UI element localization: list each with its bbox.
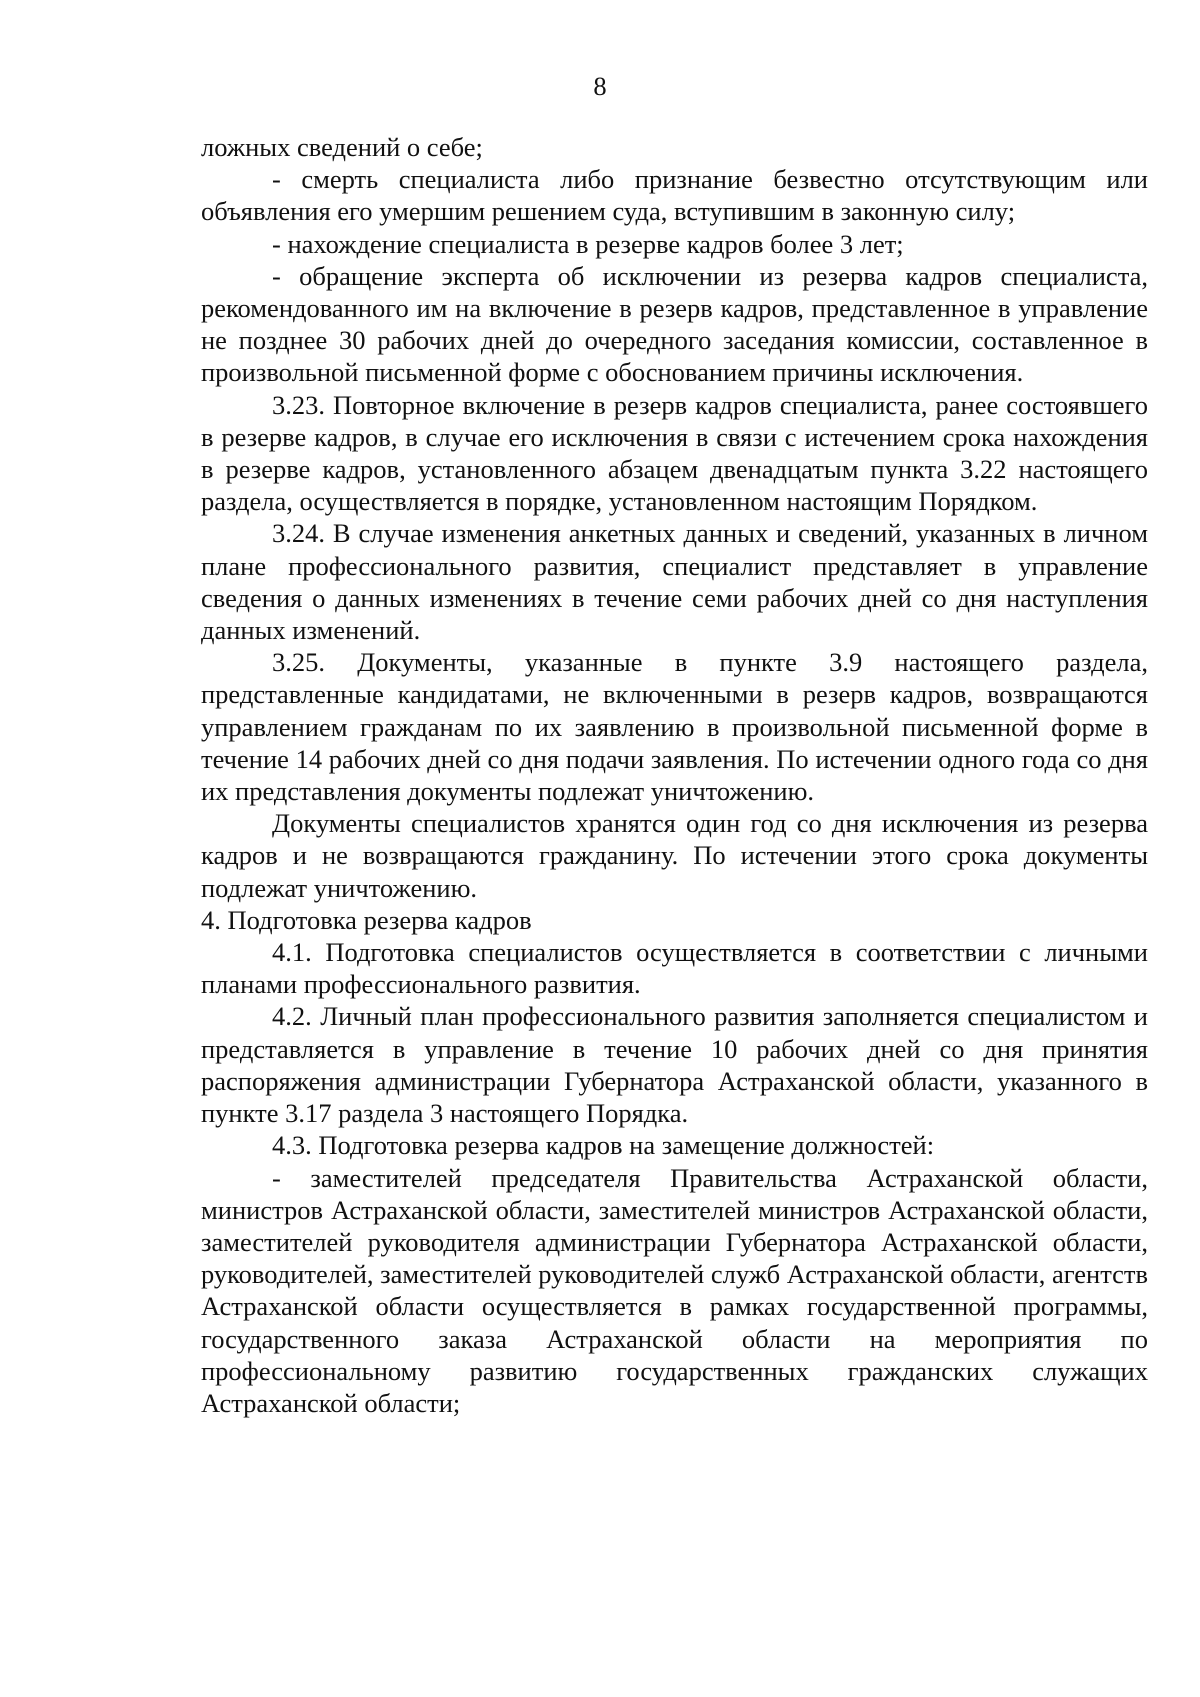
paragraph: - заместителей председателя Правительства Астраханской области, министров Астраханской области, заместителей министров Астраханской области, заместителей руководителя администрации Губернатора Астраханской области, руководителей, заместителей руководителей служб Астраханской области, агентств Астраханской области осуществляется в рамках государственной программы, государственного заказа Астраханской области на мероприятия по профессиональному развитию государственных гражданских служащих Астраханской области; <box>201 1162 1148 1418</box>
paragraph: 4.3. Подготовка резерва кадров на замещение должностей: <box>272 1130 935 1161</box>
paragraph: 3.25. Документы, указанные в пункте 3.9 настоящего раздела, представленные кандидатами, не включенными в резерв кадров, возвращаются управлением гражданам по их заявлению в произвольной письменной форме в течение 14 рабочих дней со дня подачи заявления. По истечении одного года со дня их представления документы подлежат уничтожению. <box>201 647 1148 807</box>
paragraph: 4.2. Личный план профессионального развития заполняется специалистом и представляется в управление в течение 10 рабочих дней со дня принятия распоряжения администрации Губернатора Астраханской области, указанного в пункте 3.17 раздела 3 настоящего Порядка. <box>201 1001 1148 1129</box>
page-number: 8 <box>593 71 607 101</box>
document-body <box>201 131 1148 1419</box>
paragraph: 4.1. Подготовка специалистов осуществляется в соответствии с личными планами профессионального развития. <box>201 937 1148 1000</box>
paragraph-continuation: ложных сведений о себе; <box>201 132 483 162</box>
paragraph: - смерть специалиста либо признание безвестно отсутствующим или объявления его умершим решением суда, вступившим в законную силу; <box>201 164 1148 227</box>
section-heading: 4. Подготовка резерва кадров <box>201 904 532 935</box>
paragraph: - нахождение специалиста в резерве кадров более 3 лет; <box>272 228 904 259</box>
paragraph: - обращение эксперта об исключении из резерва кадров специалиста, рекомендованного им на включение в резерв кадров, представленное в управление не позднее 30 рабочих дней до очередного заседания комиссии, составленное в произвольной письменной форме с обоснованием причины исключения. <box>201 260 1148 388</box>
paragraph: Документы специалистов хранятся один год со дня исключения из резерва кадров и не возвращаются гражданину. По истечении этого срока документы подлежат уничтожению. <box>201 808 1148 903</box>
paragraph: 3.24. В случае изменения анкетных данных и сведений, указанных в личном плане профессионального развития, специалист представляет в управление сведения о данных изменениях в течение семи рабочих дней со дня наступления данных изменений. <box>201 518 1148 646</box>
paragraph: 3.23. Повторное включение в резерв кадров специалиста, ранее состоявшего в резерве кадров, в случае его исключения в связи с истечением срока нахождения в резерве кадров, установленного абзацем двенадцатым пункта 3.22 настоящего раздела, осуществляется в порядке, установленном настоящим Порядком. <box>201 389 1148 517</box>
